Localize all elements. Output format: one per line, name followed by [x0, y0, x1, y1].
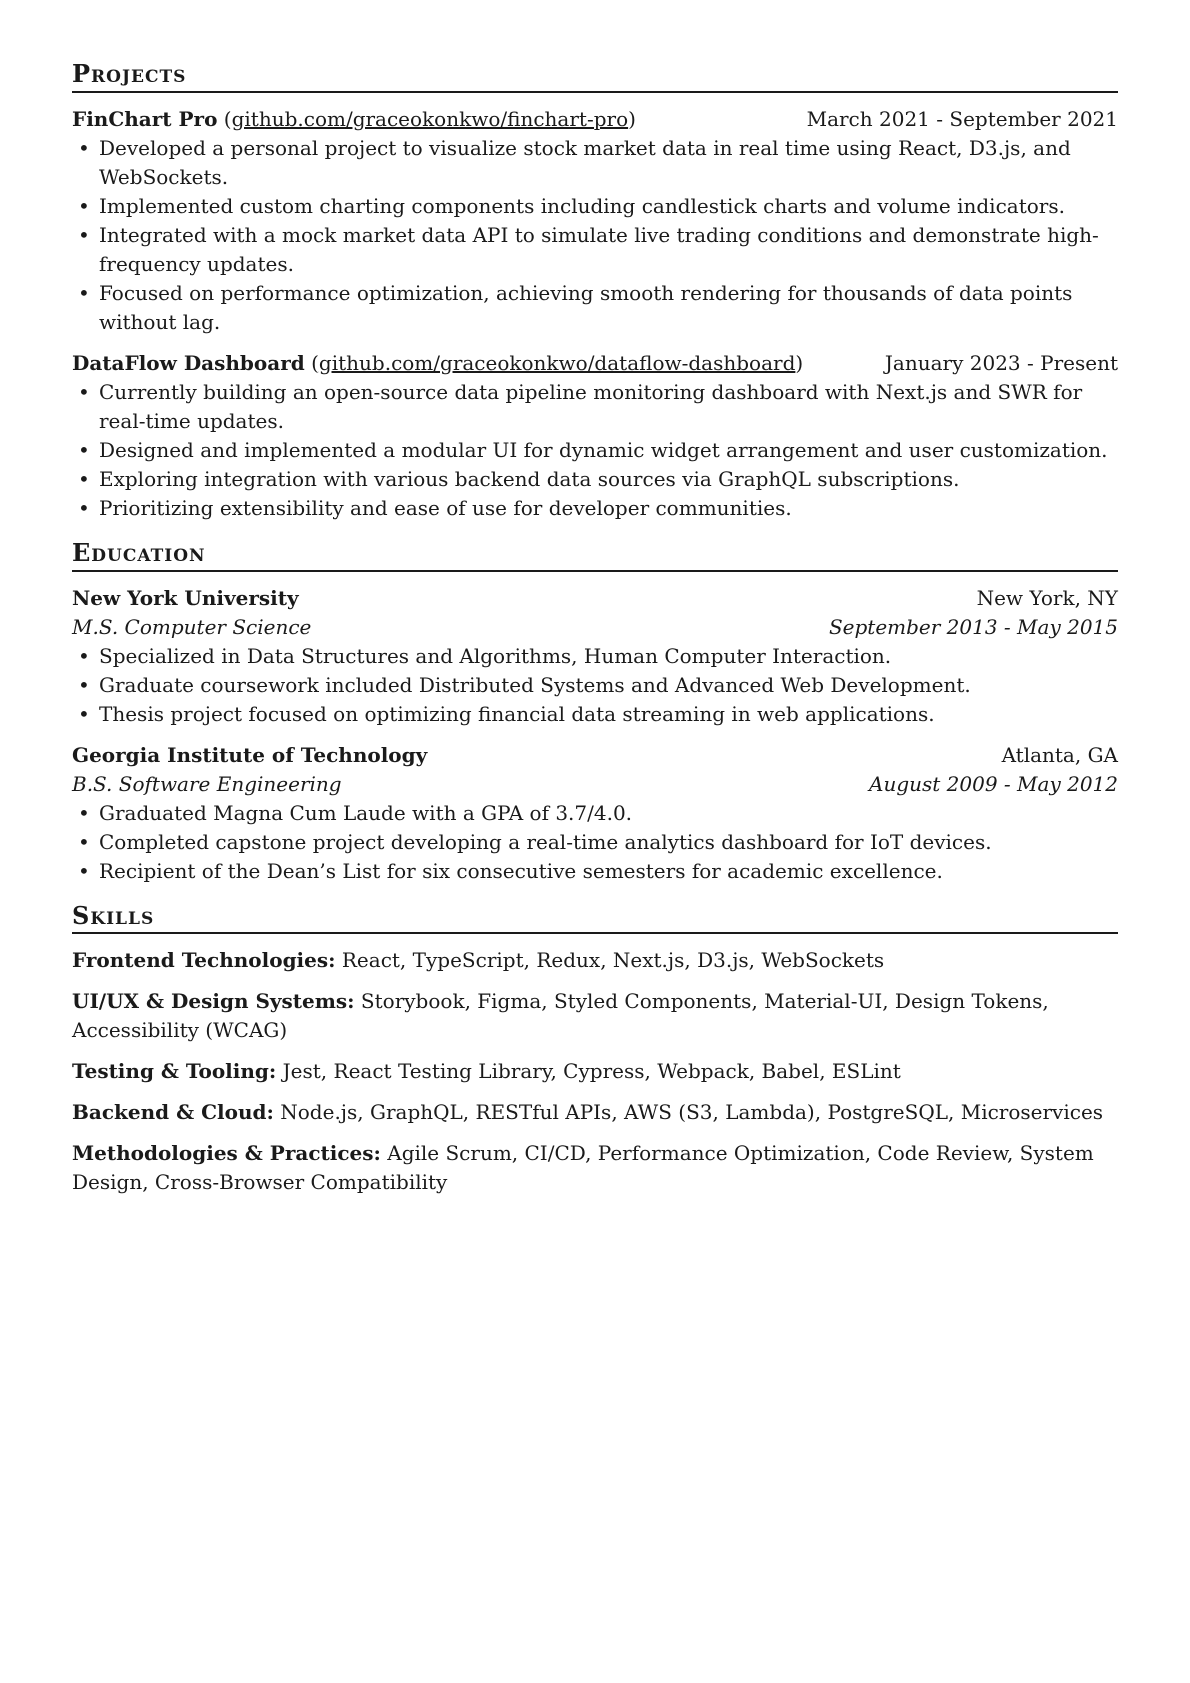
education-header — [72, 584, 1118, 613]
skill-value: Node.js, GraphQL, RESTful APIs, AWS (S3, Lambda), PostgreSQL, Microservices — [273, 1100, 1104, 1125]
bullet-item: • Implemented custom charting components including candlestick charts and volume indicators. — [72, 192, 1118, 221]
bullet-item: • Graduate coursework included Distributed Systems and Advanced Web Development. — [72, 671, 1118, 700]
project-title-line — [72, 349, 803, 378]
link-paren-close: ) — [628, 106, 636, 131]
bullet-item: • Graduated Magna Cum Laude with a GPA of 3.7/4.0. — [72, 799, 1118, 828]
education-section — [72, 539, 1118, 886]
skill-label: Testing & Tooling: — [72, 1059, 277, 1084]
school-location: New York, NY — [976, 585, 1118, 610]
education-bullets — [72, 799, 1118, 886]
project-link[interactable]: github.com/graceokonkwo/dataflow-dashboard — [318, 350, 796, 375]
project-date: March 2021 - September 2021 — [806, 106, 1118, 131]
skill-label: Methodologies & Practices: — [72, 1141, 381, 1166]
project-title-line — [72, 105, 636, 134]
education-subheader — [72, 770, 1118, 799]
skill-row — [72, 1098, 1118, 1127]
project-name: FinChart Pro — [72, 106, 218, 131]
link-paren-open: ( — [217, 106, 232, 131]
education-dates: September 2013 - May 2015 — [828, 614, 1118, 639]
bullet-item: • Specialized in Data Structures and Algorithms, Human Computer Interaction. — [72, 642, 1118, 671]
project-name: DataFlow Dashboard — [72, 350, 305, 375]
bullet-item: • Developed a personal project to visualize stock market data in real time using React, D3.js, and WebSockets. — [72, 134, 1118, 192]
bullet-item: • Designed and implemented a modular UI for dynamic widget arrangement and user customization. — [72, 436, 1118, 465]
skill-row — [72, 1139, 1118, 1197]
bullet-item: • Focused on performance optimization, achieving smooth rendering for thousands of data points without lag. — [72, 279, 1118, 337]
skill-value: Agile Scrum, CI/CD, Performance Optimization, Code Review, System Design, Cross-Browser Compatibility — [72, 1141, 1101, 1195]
education-dates: August 2009 - May 2012 — [869, 771, 1118, 796]
link-paren-close: ) — [795, 350, 804, 375]
education-entry — [72, 584, 1118, 729]
degree: B.S. Software Engineering — [72, 771, 342, 796]
skill-row — [72, 1057, 1118, 1086]
project-date: January 2023 - Present — [884, 350, 1118, 375]
section-title-education: Education — [72, 539, 1118, 572]
skill-value: Storybook, Figma, Styled Components, Material-UI, Design Tokens, Accessibility (WCAG) — [72, 989, 1056, 1043]
skill-value: React, TypeScript, Redux, Next.js, D3.js, WebSockets — [335, 948, 885, 973]
section-title-skills: Skills — [72, 902, 1118, 935]
section-title-projects: Projects — [72, 60, 1118, 93]
education-entry — [72, 741, 1118, 886]
projects-section — [72, 60, 1118, 523]
skills-section — [72, 902, 1118, 1198]
project-bullets — [72, 378, 1118, 523]
project-bullets — [72, 134, 1118, 337]
bullet-item: • Currently building an open-source data pipeline monitoring dashboard with Next.js and SWR for real-time updates. — [72, 378, 1118, 436]
school-name: New York University — [72, 585, 299, 610]
link-paren-open: ( — [304, 350, 319, 375]
skill-value: Jest, React Testing Library, Cypress, Webpack, Babel, ESLint — [276, 1059, 901, 1084]
project-entry — [72, 349, 1118, 523]
project-header — [72, 105, 1118, 134]
bullet-item: • Completed capstone project developing a real-time analytics dashboard for IoT devices. — [72, 828, 1118, 857]
education-header — [72, 741, 1118, 770]
skill-row — [72, 946, 1118, 975]
education-subheader — [72, 613, 1118, 642]
education-bullets — [72, 642, 1118, 729]
project-header — [72, 349, 1118, 378]
resume-page — [72, 60, 1118, 1213]
project-link[interactable]: github.com/graceokonkwo/finchart-pro — [231, 106, 629, 131]
skill-label: Frontend Technologies: — [72, 948, 336, 973]
skill-row — [72, 987, 1118, 1045]
bullet-item: • Thesis project focused on optimizing financial data streaming in web applications. — [72, 700, 1118, 729]
project-entry — [72, 105, 1118, 337]
degree: M.S. Computer Science — [72, 614, 312, 639]
school-location: Atlanta, GA — [1001, 742, 1118, 767]
school-name: Georgia Institute of Technology — [72, 742, 428, 767]
bullet-item: • Prioritizing extensibility and ease of use for developer communities. — [72, 494, 1118, 523]
bullet-item: • Exploring integration with various backend data sources via GraphQL subscriptions. — [72, 465, 1118, 494]
skill-label: UI/UX & Design Systems: — [72, 989, 355, 1014]
bullet-item: • Integrated with a mock market data API to simulate live trading conditions and demonstrate high-frequency updates. — [72, 221, 1118, 279]
bullet-item: • Recipient of the Dean’s List for six consecutive semesters for academic excellence. — [72, 857, 1118, 886]
skill-label: Backend & Cloud: — [72, 1100, 274, 1125]
